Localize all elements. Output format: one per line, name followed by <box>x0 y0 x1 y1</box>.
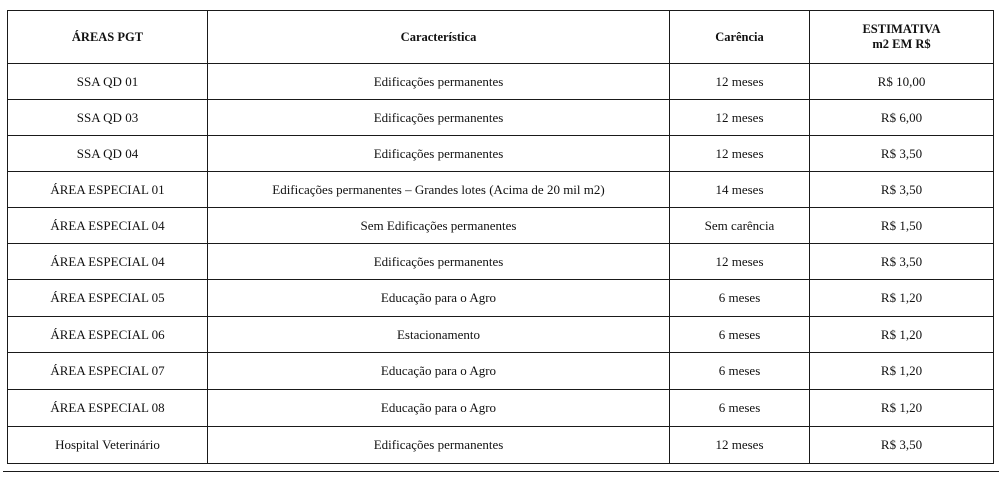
cell-carencia: Sem carência <box>670 208 810 244</box>
cell-estimativa: R$ 1,20 <box>810 353 994 390</box>
cell-carencia: 12 meses <box>670 136 810 172</box>
header-areas-pgt: ÁREAS PGT <box>8 11 208 64</box>
cell-area: ÁREA ESPECIAL 06 <box>8 317 208 353</box>
header-carencia: Carência <box>670 11 810 64</box>
cell-area: SSA QD 01 <box>8 64 208 100</box>
cell-carencia: 12 meses <box>670 427 810 464</box>
table-header-row <box>8 11 994 64</box>
cell-caracteristica: Edificações permanentes <box>208 100 670 136</box>
table-row <box>8 427 994 464</box>
cell-caracteristica: Educação para o Agro <box>208 280 670 317</box>
table-row <box>8 353 994 390</box>
cell-area: ÁREA ESPECIAL 04 <box>8 244 208 280</box>
cell-area: ÁREA ESPECIAL 01 <box>8 172 208 208</box>
cell-estimativa: R$ 6,00 <box>810 100 994 136</box>
cell-estimativa: R$ 1,50 <box>810 208 994 244</box>
cell-caracteristica: Edificações permanentes <box>208 64 670 100</box>
cell-caracteristica: Estacionamento <box>208 317 670 353</box>
cell-carencia: 6 meses <box>670 353 810 390</box>
cell-estimativa: R$ 3,50 <box>810 136 994 172</box>
cell-estimativa: R$ 1,20 <box>810 280 994 317</box>
cell-carencia: 14 meses <box>670 172 810 208</box>
cell-estimativa: R$ 10,00 <box>810 64 994 100</box>
cell-caracteristica: Educação para o Agro <box>208 353 670 390</box>
cell-caracteristica: Edificações permanentes <box>208 427 670 464</box>
table-row <box>8 244 994 280</box>
table-row <box>8 136 994 172</box>
table-row <box>8 100 994 136</box>
cell-caracteristica: Educação para o Agro <box>208 390 670 427</box>
header-caracteristica: Característica <box>208 11 670 64</box>
cell-caracteristica: Edificações permanentes <box>208 136 670 172</box>
cell-caracteristica: Edificações permanentes – Grandes lotes (Acima de 20 mil m2) <box>208 172 670 208</box>
table-row <box>8 172 994 208</box>
cell-carencia: 12 meses <box>670 64 810 100</box>
header-estimativa <box>810 11 994 64</box>
cell-estimativa: R$ 3,50 <box>810 172 994 208</box>
cell-area: Hospital Veterinário <box>8 427 208 464</box>
cell-carencia: 6 meses <box>670 280 810 317</box>
header-estimativa-line2: m2 EM R$ <box>872 37 931 51</box>
table-row <box>8 390 994 427</box>
cell-area: ÁREA ESPECIAL 07 <box>8 353 208 390</box>
cell-estimativa: R$ 3,50 <box>810 244 994 280</box>
header-estimativa-line1: ESTIMATIVA <box>862 22 941 36</box>
cell-estimativa: R$ 3,50 <box>810 427 994 464</box>
cell-caracteristica: Edificações permanentes <box>208 244 670 280</box>
bottom-divider <box>3 471 999 472</box>
cell-estimativa: R$ 1,20 <box>810 317 994 353</box>
cell-area: SSA QD 04 <box>8 136 208 172</box>
cell-area: ÁREA ESPECIAL 05 <box>8 280 208 317</box>
cell-carencia: 6 meses <box>670 317 810 353</box>
cell-area: SSA QD 03 <box>8 100 208 136</box>
table-row <box>8 317 994 353</box>
table-row <box>8 280 994 317</box>
cell-carencia: 6 meses <box>670 390 810 427</box>
cell-area: ÁREA ESPECIAL 08 <box>8 390 208 427</box>
table-row <box>8 208 994 244</box>
cell-area: ÁREA ESPECIAL 04 <box>8 208 208 244</box>
pgt-areas-table <box>7 10 994 464</box>
cell-caracteristica: Sem Edificações permanentes <box>208 208 670 244</box>
cell-carencia: 12 meses <box>670 244 810 280</box>
table-row <box>8 64 994 100</box>
cell-carencia: 12 meses <box>670 100 810 136</box>
cell-estimativa: R$ 1,20 <box>810 390 994 427</box>
